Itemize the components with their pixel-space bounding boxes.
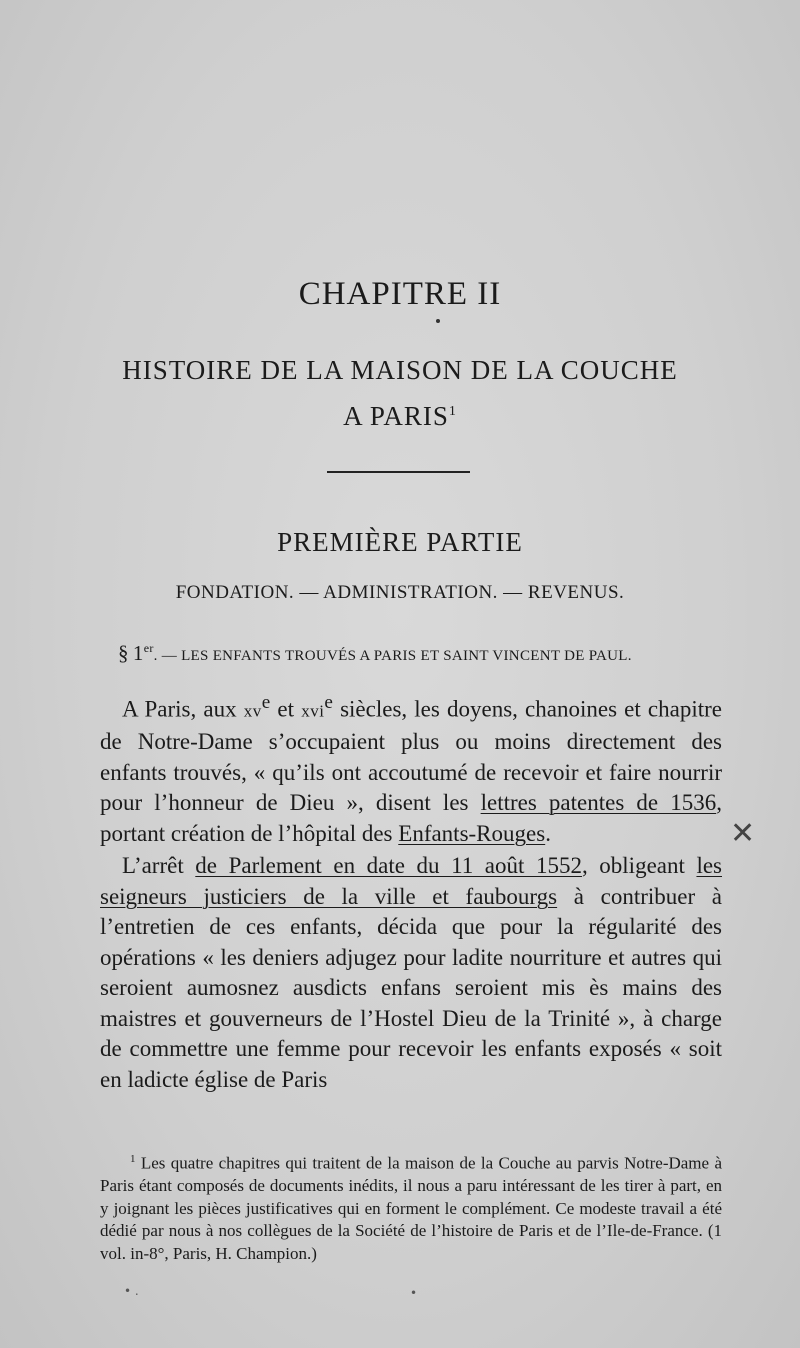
section-divider: [327, 471, 470, 473]
section-heading: [118, 641, 738, 666]
chapter-heading: CHAPITRE II: [298, 276, 502, 312]
underlined-phrase: Enfants-Rouges: [398, 820, 546, 846]
ornament-dot: [436, 319, 440, 323]
chapter-title-text: A PARIS: [343, 401, 449, 431]
footnote-number: 1: [130, 1153, 136, 1165]
chapter-title-line2: [0, 401, 800, 432]
underlined-phrase: de Parlement en date du 11 août 1552: [195, 853, 582, 879]
footnote: [100, 1148, 722, 1265]
part-subtitle: FONDATION. — ADMINISTRATION. — REVENUS.: [175, 582, 625, 603]
chapter-title-line1: HISTOIRE DE LA MAISON DE LA COUCHE: [122, 355, 678, 385]
paragraph-1: A Paris, aux $xv^e$ et xvi$^e$ siècles, les doyens, chanoines et chapitre de Notre-Dame s’occupaient plus ou moins directement des enfants trouvés, « qu’ils ont accoutumé de recevoir et faire nourrir pour l’honneur de Dieu », disent les lettres patentes de 1536, portant création de l’hôpital des Enfants-Rouges.: [100, 692, 722, 846]
bottom-mark-left: • .: [124, 1284, 139, 1298]
footnote-text: Les quatre chapitres qui traitent de la maison de la Couche au parvis Notre-Dame à Paris étant composés de documents inédits, il nous a paru intéressant de les tirer à part, en y joignant les pièces justificatives qui en forment le complément. Ce modeste travail a été dédié par nous à nos collègues de la Société de l’histoire de Paris et de l’Ile-de-France. (1 vol. in-8°, Paris, H. Champion.): [100, 1153, 722, 1263]
paragraph-2: L’arrêt de Parlement en date du 11 août 1552, obligeant les seigneurs justiciers de la ville et faubourgs à contribuer à l’entretien de ces enfants, décida que pour la régularité des opérations « les deniers adjugez pour ladite nourriture et autres qui seroient aumosnez ausdicts enfans seroient mis ès mains des maistres et gouverneurs de l’Hostel Dieu de la Trinité », à charge de commettre une femme pour recevoir les enfants exposés « soit en ladicte église de Paris: [100, 853, 722, 1092]
footnote-reference[interactable]: 1: [448, 404, 457, 419]
underlined-phrase: lettres patentes de 1536: [480, 790, 717, 816]
section-title: . — LES ENFANTS TROUVÉS A PARIS ET SAINT VINCENT DE PAUL.: [153, 648, 632, 664]
section-number: 1er: [132, 641, 154, 665]
bottom-mark-center: •: [410, 1286, 418, 1300]
margin-cross-mark: ✕: [730, 816, 756, 851]
section-symbol: §: [118, 641, 129, 665]
part-heading: PREMIÈRE PARTIE: [277, 527, 523, 557]
underlined-phrase: les seigneurs justiciers de la ville et faubourgs: [100, 853, 722, 909]
body-text: [100, 688, 722, 1095]
